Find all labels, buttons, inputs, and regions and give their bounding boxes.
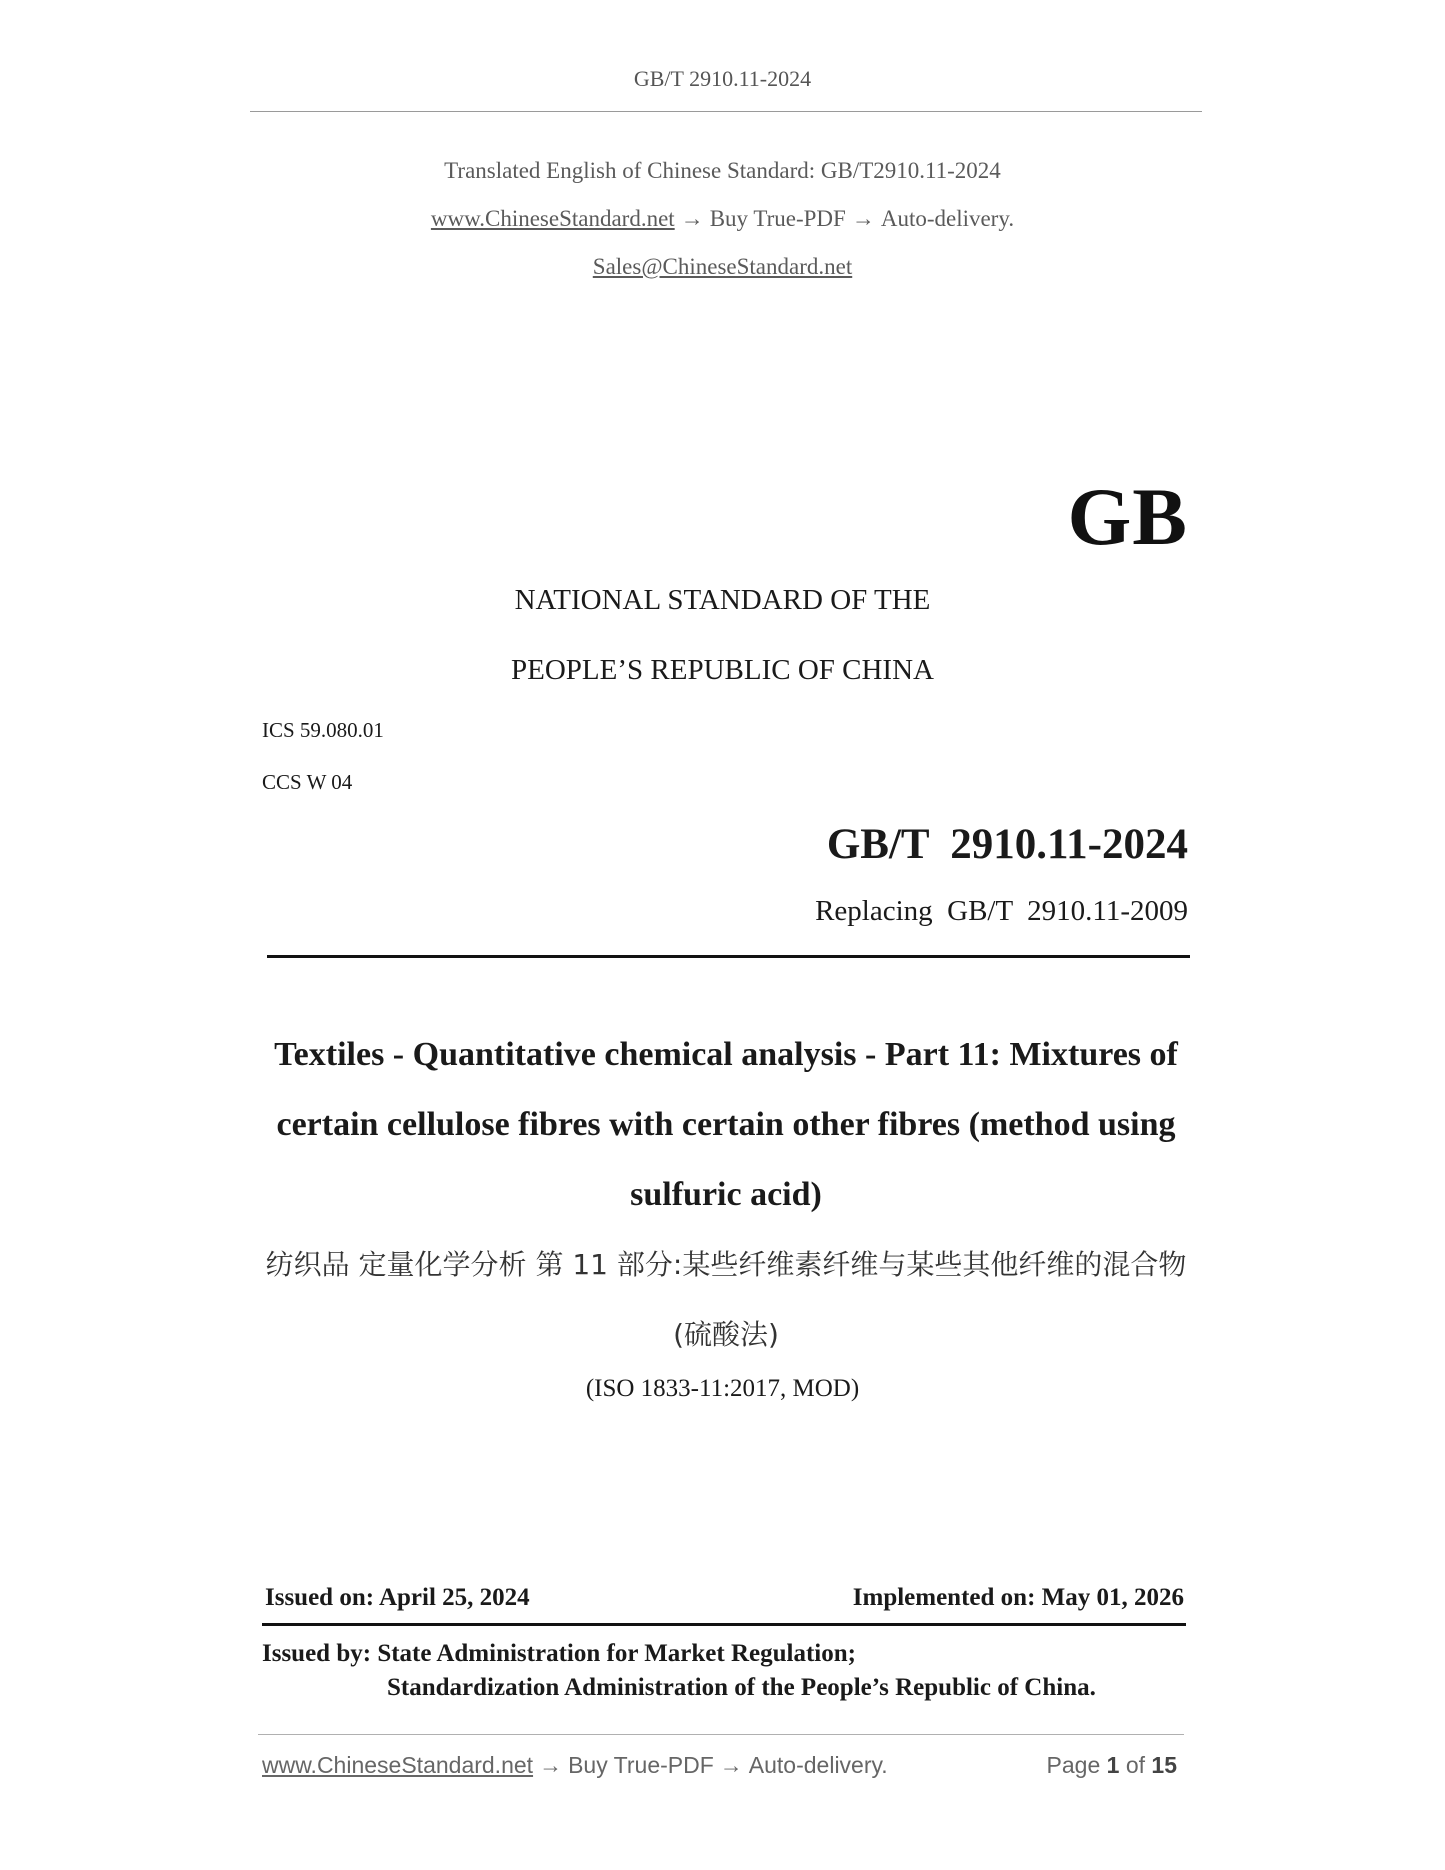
- sales-email-link[interactable]: Sales@ChineseStandard.net: [592, 254, 853, 279]
- issued-by-line2: Standardization Administration of the People’s Republic of China.: [387, 1674, 1096, 1701]
- translated-notice: Translated English of Chinese Standard: GB/T2910.11-2024: [444, 158, 1001, 183]
- header-divider: [250, 111, 1202, 112]
- page-total: 15: [1151, 1752, 1177, 1778]
- english-title: Textiles - Quantitative chemical analysis - Part 11: Mixtures of certain cellulose fibres with certain other fibres (method using sulfuric acid): [274, 1036, 1178, 1213]
- footer-buy-text: Buy True-PDF: [568, 1752, 714, 1778]
- issue-divider: [262, 1623, 1186, 1626]
- issued-by-line1: Issued by: State Administration for Market Regulation;: [262, 1640, 856, 1667]
- national-standard-line1: NATIONAL STANDARD OF THE: [514, 584, 931, 616]
- footer-promo: [262, 1752, 888, 1779]
- footer-delivery-text: Auto-delivery.: [748, 1752, 888, 1778]
- footer-site-link[interactable]: www.ChineseStandard.net: [262, 1752, 534, 1778]
- page-current: 1: [1106, 1752, 1120, 1778]
- arrow-right-icon: →: [539, 1752, 563, 1778]
- of-label: of: [1125, 1752, 1146, 1778]
- national-standard-line2: PEOPLE’S REPUBLIC OF CHINA: [511, 654, 934, 686]
- chinese-title: 纺织品 定量化学分析 第 11 部分:某些纤维素纤维与某些其他纤维的混合物(硫酸法): [265, 1248, 1187, 1351]
- iso-reference: (ISO 1833-11:2017, MOD): [585, 1375, 860, 1402]
- ics-code: ICS 59.080.01: [262, 718, 384, 742]
- page-label: Page: [1046, 1752, 1101, 1778]
- promo-line: [0, 206, 1445, 232]
- arrow-right-icon: →: [851, 206, 875, 231]
- page-indicator: [1047, 1752, 1177, 1779]
- delivery-text: Auto-delivery.: [880, 206, 1015, 231]
- footer-divider: [258, 1734, 1184, 1735]
- ccs-code: CCS W 04: [262, 770, 353, 794]
- title-divider: [267, 955, 1190, 958]
- arrow-right-icon: →: [719, 1752, 743, 1778]
- site-link[interactable]: www.ChineseStandard.net: [430, 206, 675, 231]
- issuing-authorities: [262, 1637, 1096, 1705]
- email-line: [0, 254, 1445, 280]
- gb-mark: GB: [1067, 471, 1188, 562]
- buy-text: Buy True-PDF: [709, 206, 846, 231]
- arrow-right-icon: →: [680, 206, 704, 231]
- running-header: GB/T 2910.11-2024: [633, 66, 812, 91]
- implemented-date: Implemented on: May 01, 2026: [852, 1584, 1184, 1611]
- standard-number: GB/T 2910.11-2024: [826, 821, 1188, 868]
- replacing-standard: Replacing GB/T 2910.11-2009: [815, 895, 1188, 927]
- issued-date: Issued on: April 25, 2024: [265, 1584, 530, 1611]
